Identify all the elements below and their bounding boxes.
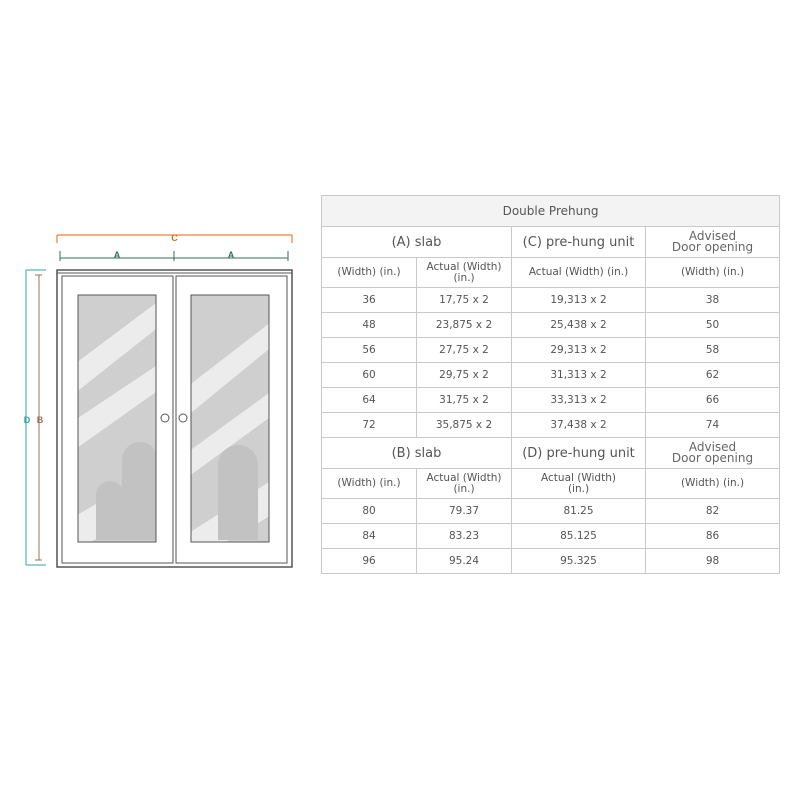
dimension-d-label: D: [23, 415, 31, 425]
table-cell: 95.24: [417, 549, 512, 574]
table-cell: 98: [646, 549, 780, 574]
table-cell: 95.325: [512, 549, 646, 574]
header-a-slab: (A) slab: [322, 227, 512, 258]
table-cell: 19,313 x 2: [512, 288, 646, 313]
header-advised-opening: Advised Door opening: [646, 227, 780, 258]
dimension-a: [60, 251, 288, 261]
table-cell: 37,438 x 2: [512, 413, 646, 438]
header-b-slab: (B) slab: [322, 438, 512, 469]
dimension-a-left-label: A: [113, 250, 121, 260]
table-cell: 23,875 x 2: [417, 313, 512, 338]
subheader-actual-width: Actual (Width) (in.): [417, 469, 512, 499]
table-cell: 60: [322, 363, 417, 388]
width-group-header: [322, 227, 780, 258]
right-door-knob: [179, 414, 187, 422]
subheader-width: (Width) (in.): [322, 469, 417, 499]
table-cell: 56: [322, 338, 417, 363]
table-cell: 38: [646, 288, 780, 313]
subheader-opening-width: (Width) (in.): [646, 469, 780, 499]
table-cell: 29,75 x 2: [417, 363, 512, 388]
dimension-b-label: B: [36, 415, 44, 425]
table-cell: 33,313 x 2: [512, 388, 646, 413]
header-advised-opening: Advised Door opening: [646, 438, 780, 469]
table-cell: 29,313 x 2: [512, 338, 646, 363]
height-subheader-row: [322, 469, 780, 499]
table-cell: 50: [646, 313, 780, 338]
left-door-knob: [161, 414, 169, 422]
table-cell: 83.23: [417, 524, 512, 549]
table-cell: 31,75 x 2: [417, 388, 512, 413]
subheader-prehung-width: Actual (Width) (in.): [512, 258, 646, 288]
table-row: [322, 549, 780, 574]
table-cell: 85.125: [512, 524, 646, 549]
table-cell: 80: [322, 499, 417, 524]
table-cell: 96: [322, 549, 417, 574]
table-cell: 25,438 x 2: [512, 313, 646, 338]
table-cell: 17,75 x 2: [417, 288, 512, 313]
table-cell: 82: [646, 499, 780, 524]
table-cell: 72: [322, 413, 417, 438]
header-d-prehung: (D) pre-hung unit: [512, 438, 646, 469]
table-cell: 74: [646, 413, 780, 438]
table-cell: 31,313 x 2: [512, 363, 646, 388]
subheader-actual-width: Actual (Width) (in.): [417, 258, 512, 288]
table-row: [322, 388, 780, 413]
table-row: [322, 499, 780, 524]
table-title-row: [322, 196, 780, 227]
subheader-prehung-width: Actual (Width) (in.): [512, 469, 646, 499]
door-diagram: [20, 225, 300, 575]
table-cell: 79.37: [417, 499, 512, 524]
table-cell: 64: [322, 388, 417, 413]
table-cell: 58: [646, 338, 780, 363]
width-subheader-row: [322, 258, 780, 288]
table-cell: 84: [322, 524, 417, 549]
table-cell: 36: [322, 288, 417, 313]
dimension-a-right-label: A: [227, 250, 235, 260]
table-cell: 66: [646, 388, 780, 413]
table-row: [322, 363, 780, 388]
height-group-header: [322, 438, 780, 469]
subheader-width: (Width) (in.): [322, 258, 417, 288]
header-c-prehung: (C) pre-hung unit: [512, 227, 646, 258]
table-cell: 48: [322, 313, 417, 338]
dimension-c-label: C: [171, 233, 178, 243]
table-row: [322, 288, 780, 313]
table-cell: 86: [646, 524, 780, 549]
table-cell: 81.25: [512, 499, 646, 524]
table-cell: 62: [646, 363, 780, 388]
table-title: Double Prehung: [322, 196, 780, 227]
table-row: [322, 338, 780, 363]
table-cell: 35,875 x 2: [417, 413, 512, 438]
table-row: [322, 313, 780, 338]
table-cell: 27,75 x 2: [417, 338, 512, 363]
table-row: [322, 524, 780, 549]
subheader-opening-width: (Width) (in.): [646, 258, 780, 288]
table-row: [322, 413, 780, 438]
size-table: [321, 195, 780, 574]
